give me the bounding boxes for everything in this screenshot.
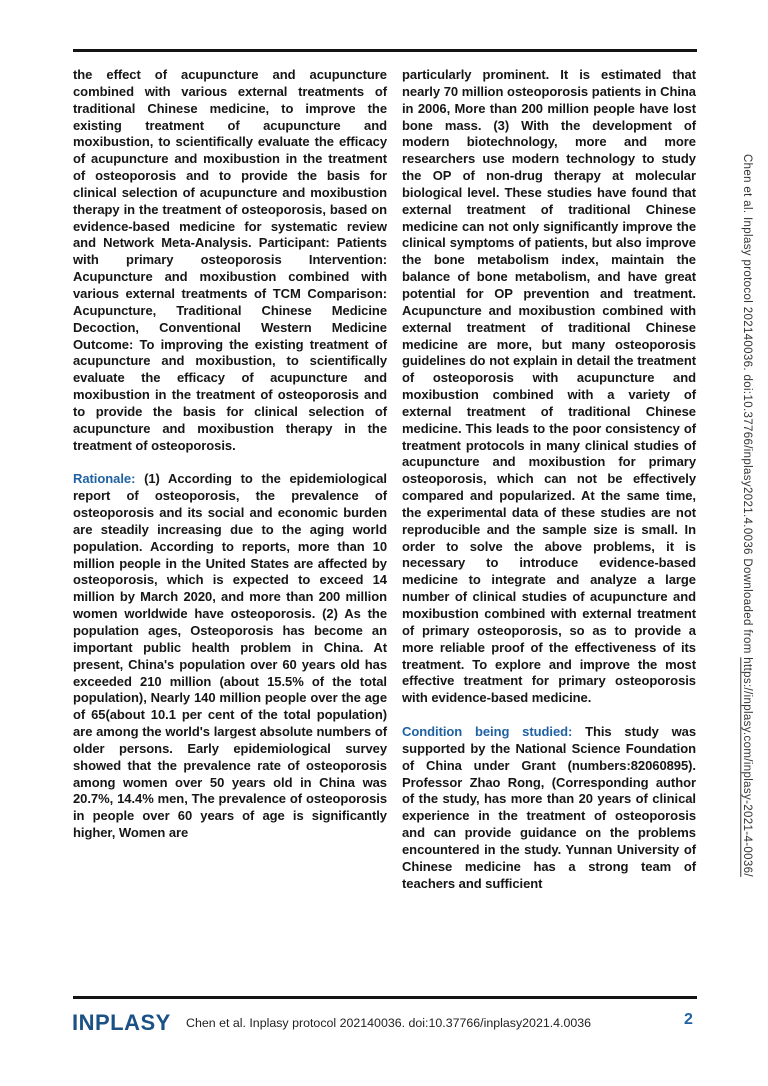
left-column: [73, 67, 387, 893]
condition-section-label: Condition being studied:: [402, 724, 573, 740]
right-column: [402, 67, 696, 893]
page-number: 2: [684, 1011, 693, 1028]
rationale-section-label: Rationale:: [73, 471, 136, 487]
footer-rule: [73, 996, 697, 999]
rationale-continued-paragraph: particularly prominent. It is estimated that nearly 70 million osteoporosis patients in China in 2006, More than 200 million people have lost bone mass. (3) With the development of modern biotechnology, more and more researchers use modern technology to study the OP of non-drug therapy at molecular biological level. These studies have found that external treatment of traditional Chinese medicine can not only significantly improve the clinical symptoms of patients, but also improve the bone metabolism index, maintain the balance of bone metabolism, and have great potential for OP prevention and treatment. Acupuncture and moxibustion combined with external treatment of traditional Chinese medicine are more, but many osteoporosis guidelines do not explain in detail the treatment of osteoporosis with acupuncture and moxibustion combined with a variety of external treatment of traditional Chinese medicine. This leads to the poor consistency of treatment protocols in many clinical studies of acupuncture and moxibustion for primary osteoporosis, which can not be effectively compared and popularized. At the same time, the experimental data of these studies are not reproducible and the sample size is small. In order to solve the above problems, it is necessary to introduce evidence-based medicine to integrate and analyze a large number of clinical studies of acupuncture and moxibustion combined with external treatment of primary osteoporosis, so as to provide a more reliable proof of the effectiveness of its treatment. To explore and improve the most effective treatment for primary osteoporosis with evidence-based medicine.: [402, 67, 696, 706]
continuation-paragraph: the effect of acupuncture and acupuncture combined with various external treatments of traditional Chinese medicine, to improve the existing treatment of acupuncture and moxibustion, to scientifically evaluate the efficacy of acupuncture and moxibustion in the treatment of osteoporosis and to provide the basis for clinical selection of acupuncture and moxibustion therapy in the treatment of osteoporosis, based on evidence-based medicine for systematic review and Network Meta-Analysis. Participant: Patients with primary osteoporosis Intervention: Acupuncture and moxibustion combined with various external treatments of TCM Comparison: Acupuncture, Traditional Chinese Medicine Decoction, Conventional Western Medicine Outcome: To improving the existing treatment of acupuncture and moxibustion, to scientifically evaluate the efficacy of acupuncture and moxibustion in the treatment of osteoporosis and to provide the basis for clinical selection of acupuncture and moxibustion therapy in the treatment of osteoporosis.: [73, 67, 387, 453]
two-column-body: [73, 67, 696, 893]
condition-section-text: This study was supported by the National Science Foundation of China under Grant (numbers:82060895). Professor Zhao Rong, (Corresponding author of the study, has more than 20 years of clinical experience in the treatment of osteoporosis and can provide guidance on the problems encountered in the study. Yunnan University of Chinese medicine has a strong team of teachers and sufficient: [402, 724, 697, 891]
side-citation-link[interactable]: https://inplasy.com/inplasy-2021-4-0036/: [741, 657, 753, 877]
condition-paragraph: [402, 724, 696, 892]
inplasy-logo: INPLASY: [72, 1010, 171, 1035]
side-citation: [735, 154, 753, 877]
side-citation-text: Chen et al. Inplasy protocol 202140036. doi:10.37766/inplasy2021.4.0036 Downloaded from: [741, 154, 753, 658]
rationale-paragraph: [73, 471, 387, 842]
rationale-section-text: (1) According to the epidemiological report of osteoporosis, the prevalence of osteoporosis and its social and economic burden are steadily increasing due to the aging world population. According to reports, more than 10 million people in the United States are affected by osteoporosis, which is expected to exceed 14 million by March 2020, and more than 200 million women worldwide have osteoporosis. (2) As the population ages, Osteoporosis has become an important public health problem in China. At present, China's population over 60 years old has exceeded 210 million (about 15.5% of the total population), Nearly 140 million people over the age of 65(about 10.1 per cent of the total population) are among the world's largest absolute numbers of older persons. Early epidemiological survey showed that the prevalence rate of osteoporosis among women over 50 years old in China was 20.7%, 14.4% men, The prevalence of osteoporosis in people over 60 years of age is significantly higher, Women are: [73, 471, 387, 841]
footer-citation: Chen et al. Inplasy protocol 202140036. doi:10.37766/inplasy2021.4.0036: [186, 1016, 592, 1030]
header-rule: [73, 49, 697, 52]
